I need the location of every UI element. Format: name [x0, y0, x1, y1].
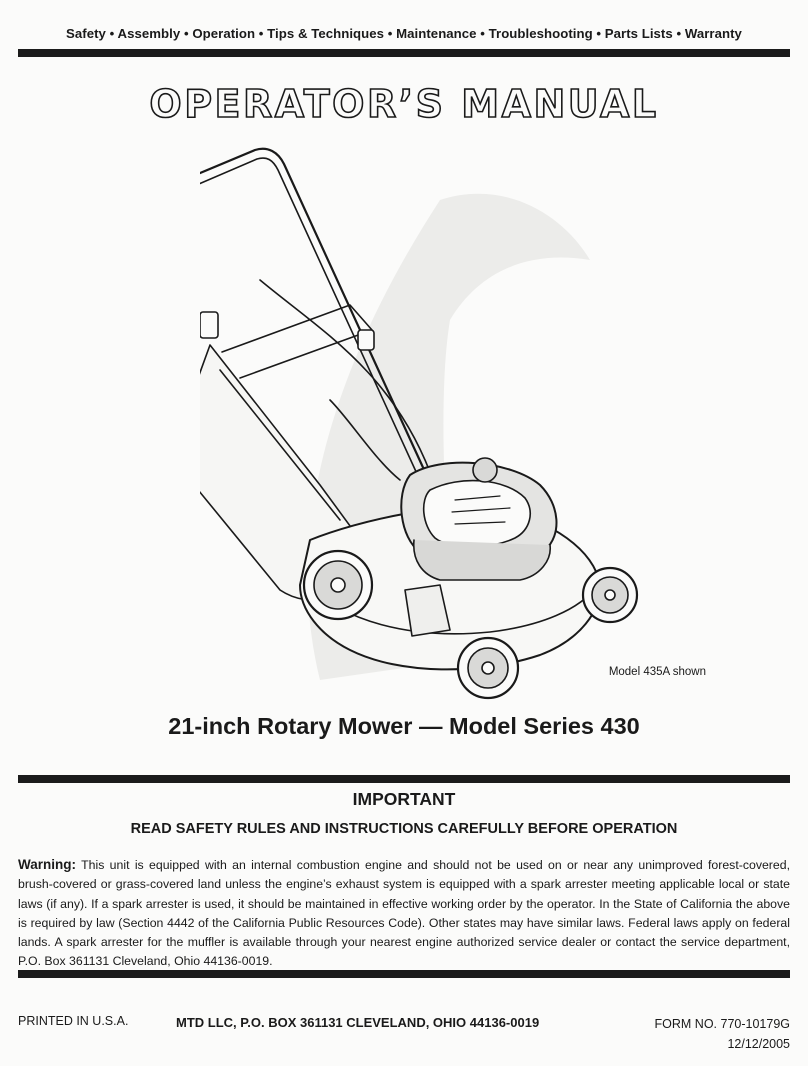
- form-info: [590, 1014, 790, 1054]
- mower-illustration: [200, 140, 640, 700]
- sections-bar: Safety • Assembly • Operation • Tips & Techniques • Maintenance • Troubleshooting • Parts Lists • Warranty: [66, 26, 742, 41]
- important-heading: IMPORTANT: [352, 789, 456, 809]
- warning-label: Warning:: [18, 857, 76, 872]
- printed-in: PRINTED IN U.S.A.: [18, 1014, 129, 1028]
- figure-caption: Model 435A shown: [608, 666, 706, 678]
- company-address: MTD LLC, P.O. BOX 361131 CLEVELAND, OHIO 44136-0019: [176, 1015, 540, 1030]
- form-date: 12/12/2005: [727, 1037, 790, 1051]
- important-subheading: READ SAFETY RULES AND INSTRUCTIONS CAREFULLY BEFORE OPERATION: [130, 821, 678, 837]
- product-subtitle: 21-inch Rotary Mower — Model Series 430: [168, 713, 640, 739]
- form-number: FORM NO. 770-10179G: [654, 1017, 790, 1031]
- top-rule: [18, 49, 790, 57]
- bottom-rule: [18, 970, 790, 978]
- middle-rule: [18, 775, 790, 783]
- warning-text: This unit is equipped with an internal combustion engine and should not be used on or near any unimproved forest-covered, brush-covered or grass-covered land unless the engine’s exhaust system is equipped with a spark arrester meeting applicable local or state laws (if any). If a spark arrester is used, it should be maintained in effective working order by the operator. In the State of California the above is required by law (Section 4442 of the California Public Resources Code). Other states may have similar laws. Federal laws apply on federal lands. A spark arrester for the muffler is available through your nearest engine authorized service dealer or contact the service department, P.O. Box 361131 Cleveland, Ohio 44136-0019.: [18, 858, 790, 969]
- warning-paragraph: [18, 855, 790, 972]
- manual-title: OPERATOR’S MANUAL: [149, 82, 659, 126]
